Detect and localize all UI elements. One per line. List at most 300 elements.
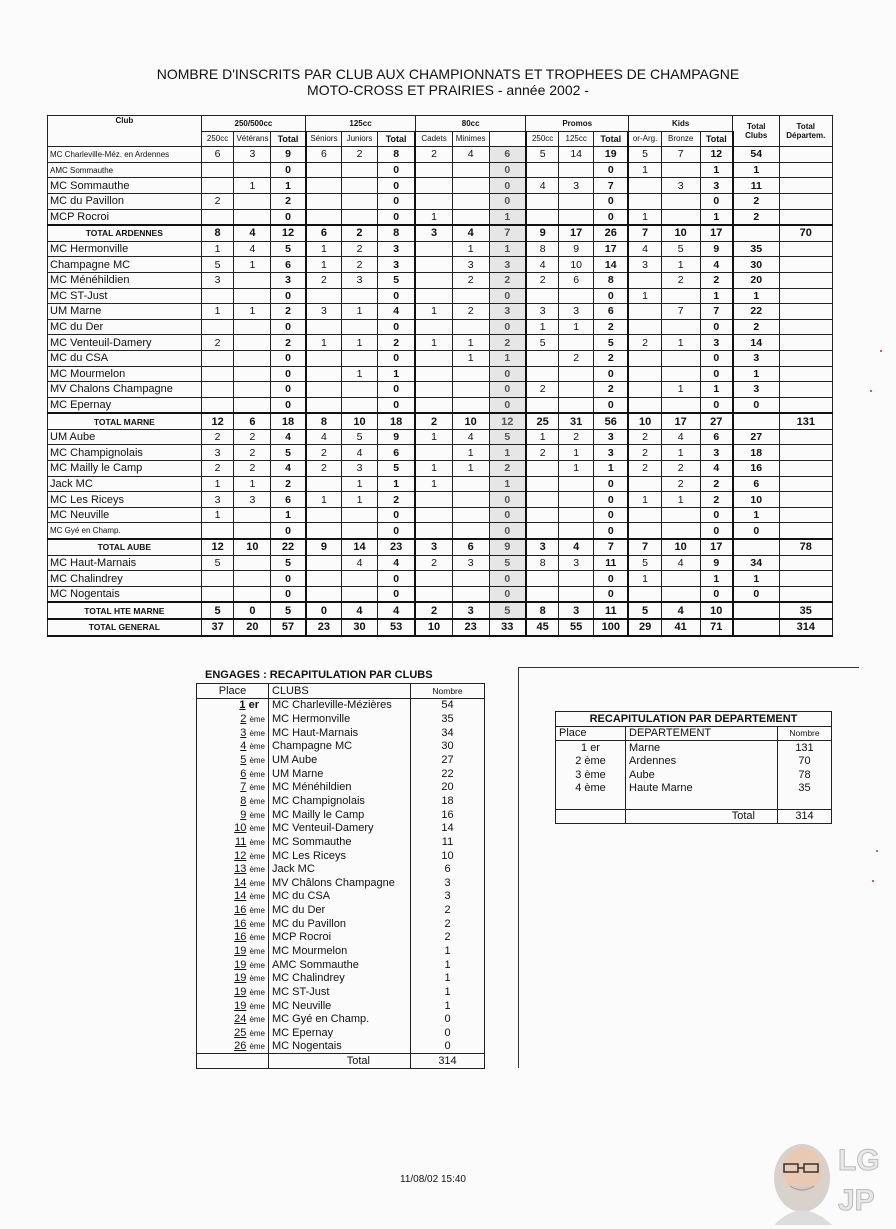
- cell-value: [306, 382, 342, 398]
- cell-value: [201, 366, 234, 382]
- rank-suffix: ème: [249, 933, 265, 943]
- cell-value: 5: [377, 461, 415, 477]
- cell-value: 4: [559, 539, 594, 555]
- cell-value: 10: [415, 619, 452, 636]
- cell-value: 4: [661, 555, 700, 571]
- rank-number: 19: [234, 958, 247, 971]
- club-count: 22: [411, 767, 485, 781]
- header-group-80: 80cc: [415, 116, 526, 132]
- cell-value: [526, 523, 559, 539]
- club-name: MC Epernay: [269, 1026, 411, 1040]
- cell-value: 14: [733, 335, 779, 351]
- club-name: MV Chalons Champagne: [48, 382, 202, 398]
- cell-value: [201, 178, 234, 194]
- cell-value: 17: [559, 225, 594, 241]
- cell-value: 1: [661, 382, 700, 398]
- cell-value: 35: [733, 241, 779, 257]
- club-count: 16: [411, 808, 485, 822]
- cell-value: [559, 523, 594, 539]
- cell-value: 1: [559, 445, 594, 461]
- cell-value: 3: [415, 539, 452, 555]
- cell-value: [452, 366, 489, 382]
- cell-value: [201, 288, 234, 304]
- cell-value: [415, 288, 452, 304]
- cell-value: 12: [201, 539, 234, 555]
- cell-value: 0: [271, 162, 306, 178]
- cell-value: [526, 492, 559, 508]
- cell-value: 0: [700, 507, 733, 523]
- club-name: MC Epernay: [48, 397, 202, 413]
- cell-value: [559, 366, 594, 382]
- recap-club-row: [197, 753, 485, 767]
- cell-value: 6: [489, 147, 526, 163]
- cell-value: [628, 304, 661, 320]
- cell-value: [526, 350, 559, 366]
- cell-value: 5: [377, 272, 415, 288]
- cell-value: 2: [661, 461, 700, 477]
- rank: [197, 876, 269, 890]
- recap-clubs-title: ENGAGES : RECAPITULATION PAR CLUBS: [205, 669, 433, 681]
- cell-value: 0: [377, 586, 415, 602]
- cell-value: 0: [489, 523, 526, 539]
- cell-value: [306, 193, 342, 209]
- cell-value: [779, 241, 832, 257]
- cell-value: 0: [489, 366, 526, 382]
- club-name: MC du CSA: [48, 350, 202, 366]
- cell-value: [779, 476, 832, 492]
- rank: [197, 985, 269, 999]
- cell-value: 25: [526, 413, 559, 429]
- cell-value: 4: [628, 241, 661, 257]
- club-count: 0: [411, 1026, 485, 1040]
- club-name: MC Haut-Marnais: [48, 555, 202, 571]
- cell-value: 0: [271, 350, 306, 366]
- cell-value: 0: [377, 523, 415, 539]
- cell-value: 4: [306, 429, 342, 445]
- cell-value: [415, 523, 452, 539]
- cell-value: 8: [526, 602, 559, 619]
- cell-value: 30: [733, 257, 779, 273]
- cell-value: 5: [489, 429, 526, 445]
- recap-club-row: [197, 808, 485, 822]
- cell-value: [415, 507, 452, 523]
- cell-value: 131: [779, 413, 832, 429]
- cell-value: 3: [526, 304, 559, 320]
- rank: [197, 740, 269, 754]
- cell-value: 1: [700, 571, 733, 587]
- rank-number: 8: [240, 794, 247, 807]
- rank-suffix: ème: [249, 919, 265, 929]
- cell-value: 5: [628, 555, 661, 571]
- cell-value: 1: [700, 382, 733, 398]
- cell-value: 8: [594, 272, 629, 288]
- cell-value: 0: [489, 507, 526, 523]
- cell-value: [779, 304, 832, 320]
- cell-value: 1: [489, 241, 526, 257]
- rank-number: 12: [234, 849, 247, 862]
- club-name: Jack MC: [269, 862, 411, 876]
- club-name: MC Mourmelon: [48, 366, 202, 382]
- club-name: MC Sommauthe: [48, 178, 202, 194]
- cell-value: 26: [594, 225, 629, 241]
- header-total-depart: Total Départem.: [779, 116, 832, 147]
- cell-value: [452, 319, 489, 335]
- recap-club-row: [197, 821, 485, 835]
- cell-value: 37: [201, 619, 234, 636]
- rank-suffix: ème: [249, 851, 265, 861]
- club-row: [48, 523, 833, 539]
- club-name: MC Ménéhildien: [48, 272, 202, 288]
- cell-value: [342, 523, 378, 539]
- recap-club-row: [197, 1026, 485, 1040]
- rank-suffix: ème: [249, 1015, 265, 1025]
- cell-value: 1: [628, 492, 661, 508]
- cell-value: 0: [594, 476, 629, 492]
- cell-value: 1: [489, 350, 526, 366]
- club-name: MC Mourmelon: [269, 944, 411, 958]
- cell-value: 71: [700, 619, 733, 636]
- cell-value: 3: [489, 304, 526, 320]
- cell-value: [628, 193, 661, 209]
- cell-value: [234, 586, 271, 602]
- cell-value: [306, 350, 342, 366]
- club-row: [48, 492, 833, 508]
- cell-value: 7: [628, 225, 661, 241]
- rank-number: 4: [240, 740, 247, 753]
- cell-value: 2: [526, 272, 559, 288]
- cell-value: 3: [201, 492, 234, 508]
- cell-value: 5: [489, 602, 526, 619]
- cell-value: 22: [733, 304, 779, 320]
- cell-value: 0: [271, 397, 306, 413]
- cell-value: 4: [271, 429, 306, 445]
- cell-value: 5: [271, 602, 306, 619]
- cell-value: [201, 209, 234, 225]
- cell-value: 1: [733, 507, 779, 523]
- cell-value: 5: [271, 445, 306, 461]
- cell-value: [415, 571, 452, 587]
- cell-value: 0: [377, 507, 415, 523]
- club-row: [48, 476, 833, 492]
- cell-value: [234, 523, 271, 539]
- cell-value: 3: [594, 429, 629, 445]
- cell-value: 20: [733, 272, 779, 288]
- cell-value: 4: [342, 555, 378, 571]
- cell-value: 5: [271, 241, 306, 257]
- cell-value: 5: [594, 335, 629, 351]
- cell-value: [234, 162, 271, 178]
- rank-number: 5: [240, 754, 247, 767]
- cell-value: [779, 178, 832, 194]
- cell-value: [415, 178, 452, 194]
- cell-value: 0: [700, 366, 733, 382]
- cell-value: [559, 209, 594, 225]
- cell-value: [661, 523, 700, 539]
- cell-value: 27: [733, 429, 779, 445]
- cell-value: 23: [377, 539, 415, 555]
- recap-club-row: [197, 971, 485, 985]
- cell-value: 1: [489, 476, 526, 492]
- cell-value: 17: [594, 241, 629, 257]
- cell-value: [234, 288, 271, 304]
- cell-value: 3: [271, 272, 306, 288]
- rank-suffix: ème: [249, 1042, 265, 1052]
- cell-value: 1: [559, 461, 594, 477]
- cell-value: 7: [661, 147, 700, 163]
- cell-value: 2: [628, 335, 661, 351]
- cell-value: [342, 382, 378, 398]
- dept-place: 2 ème: [556, 755, 626, 769]
- cell-value: 16: [733, 461, 779, 477]
- cell-value: 2: [201, 193, 234, 209]
- cell-value: 0: [306, 602, 342, 619]
- cell-value: 3: [594, 445, 629, 461]
- recap-club-row: [197, 890, 485, 904]
- cell-value: 3: [201, 445, 234, 461]
- rank-number: 19: [234, 985, 247, 998]
- cell-value: [628, 476, 661, 492]
- club-count: 0: [411, 1040, 485, 1054]
- club-row: [48, 397, 833, 413]
- cell-value: 2: [559, 350, 594, 366]
- cell-value: [628, 397, 661, 413]
- cell-value: 0: [489, 288, 526, 304]
- header-sub-7: Minimes: [452, 131, 489, 147]
- department-total-row: [48, 602, 833, 619]
- dept-count: 70: [778, 755, 832, 769]
- cell-value: 4: [342, 602, 378, 619]
- recap-club-row: [197, 999, 485, 1013]
- rank-number: 10: [234, 822, 247, 835]
- cell-value: [526, 571, 559, 587]
- club-row: [48, 586, 833, 602]
- rank-number: 6: [240, 767, 247, 780]
- cell-value: 11: [733, 178, 779, 194]
- cell-value: [628, 272, 661, 288]
- cell-value: [779, 257, 832, 273]
- club-name: TOTAL AUBE: [48, 539, 202, 555]
- cell-value: 2: [628, 429, 661, 445]
- cell-value: 2: [661, 272, 700, 288]
- recap-club-row: [197, 712, 485, 726]
- cell-value: 10: [342, 413, 378, 429]
- header-sub-0: 250cc: [201, 131, 234, 147]
- cell-value: 0: [700, 319, 733, 335]
- cell-value: [415, 162, 452, 178]
- cell-value: 2: [415, 602, 452, 619]
- cell-value: 2: [415, 413, 452, 429]
- rank: [197, 726, 269, 740]
- cell-value: [526, 476, 559, 492]
- cell-value: 8: [526, 241, 559, 257]
- cell-value: 0: [377, 350, 415, 366]
- cell-value: [779, 147, 832, 163]
- recap-dept-total-label: Total: [626, 809, 778, 824]
- cell-value: 0: [700, 397, 733, 413]
- club-count: 3: [411, 890, 485, 904]
- cell-value: [452, 162, 489, 178]
- cell-value: 2: [700, 492, 733, 508]
- cell-value: 7: [628, 539, 661, 555]
- club-name: MC Nogentais: [269, 1040, 411, 1054]
- club-count: 18: [411, 794, 485, 808]
- cell-value: [342, 178, 378, 194]
- club-name: MC Venteuil-Damery: [48, 335, 202, 351]
- cell-value: [415, 445, 452, 461]
- cell-value: 9: [559, 241, 594, 257]
- recap-club-row: [197, 767, 485, 781]
- recap-club-row: [197, 794, 485, 808]
- rank-suffix: ème: [249, 892, 265, 902]
- cell-value: 2: [342, 257, 378, 273]
- cell-value: 1: [271, 178, 306, 194]
- cell-value: [415, 319, 452, 335]
- cell-value: 0: [594, 366, 629, 382]
- cell-value: 1: [306, 492, 342, 508]
- cell-value: [201, 319, 234, 335]
- cell-value: 0: [489, 162, 526, 178]
- cell-value: [661, 350, 700, 366]
- cell-value: [201, 162, 234, 178]
- cell-value: [342, 288, 378, 304]
- cell-value: 2: [377, 335, 415, 351]
- recap-club-row: [197, 1040, 485, 1054]
- recap-club-row: [197, 985, 485, 999]
- cell-value: [779, 272, 832, 288]
- club-name: TOTAL GENERAL: [48, 619, 202, 636]
- cell-value: 0: [594, 507, 629, 523]
- club-row: [48, 178, 833, 194]
- header-sub-2: Total: [271, 131, 306, 147]
- cell-value: 3: [733, 350, 779, 366]
- speck: [872, 880, 874, 882]
- cell-value: [415, 382, 452, 398]
- club-count: 27: [411, 753, 485, 767]
- cell-value: 0: [271, 382, 306, 398]
- cell-value: [201, 397, 234, 413]
- cell-value: [306, 586, 342, 602]
- club-name: MC du Pavillon: [48, 193, 202, 209]
- rank-suffix: ème: [249, 796, 265, 806]
- club-name: MC Chalindrey: [48, 571, 202, 587]
- club-row: [48, 461, 833, 477]
- recap-col-nombre: Nombre: [411, 684, 485, 699]
- cell-value: 0: [594, 397, 629, 413]
- club-count: 1: [411, 971, 485, 985]
- cell-value: [526, 586, 559, 602]
- cell-value: 2: [526, 445, 559, 461]
- recap-dept-row: [556, 755, 832, 769]
- cell-value: 12: [201, 413, 234, 429]
- cell-value: [452, 507, 489, 523]
- cell-value: 1: [306, 335, 342, 351]
- cell-value: 19: [594, 147, 629, 163]
- cell-value: 2: [452, 272, 489, 288]
- club-row: [48, 257, 833, 273]
- cell-value: 9: [306, 539, 342, 555]
- cell-value: [559, 382, 594, 398]
- cell-value: 57: [271, 619, 306, 636]
- rank: [197, 753, 269, 767]
- club-count: 14: [411, 821, 485, 835]
- cell-value: 2: [700, 272, 733, 288]
- recap-clubs-header-row: [197, 684, 485, 699]
- cell-value: [779, 366, 832, 382]
- rank: [197, 1026, 269, 1040]
- cell-value: 3: [700, 178, 733, 194]
- cell-value: 2: [342, 225, 378, 241]
- cell-value: [452, 571, 489, 587]
- cell-value: [452, 586, 489, 602]
- author-logo-image: [760, 1130, 896, 1225]
- club-name: TOTAL MARNE: [48, 413, 202, 429]
- cell-value: 1: [526, 319, 559, 335]
- rank-number: 9: [240, 808, 247, 821]
- cell-value: [452, 193, 489, 209]
- header-club: Club: [48, 116, 202, 147]
- cell-value: [779, 492, 832, 508]
- cell-value: [306, 507, 342, 523]
- cell-value: 8: [526, 555, 559, 571]
- recap-club-row: [197, 740, 485, 754]
- cell-value: 2: [594, 382, 629, 398]
- cell-value: [452, 492, 489, 508]
- cell-value: [559, 507, 594, 523]
- cell-value: 0: [489, 571, 526, 587]
- rank: [197, 931, 269, 945]
- cell-value: [559, 476, 594, 492]
- cell-value: [415, 193, 452, 209]
- cell-value: 0: [271, 523, 306, 539]
- club-name: MC du Der: [48, 319, 202, 335]
- recap-club-row: [197, 780, 485, 794]
- club-name: MC ST-Just: [48, 288, 202, 304]
- cell-value: [526, 397, 559, 413]
- cell-value: 1: [415, 476, 452, 492]
- cell-value: 55: [559, 619, 594, 636]
- cell-value: [779, 571, 832, 587]
- cell-value: [234, 272, 271, 288]
- cell-value: [779, 555, 832, 571]
- cell-value: 4: [377, 602, 415, 619]
- rank-suffix: ème: [249, 974, 265, 984]
- cell-value: 1: [342, 492, 378, 508]
- club-name: MC du Der: [269, 903, 411, 917]
- cell-value: 45: [526, 619, 559, 636]
- cell-value: 1: [733, 366, 779, 382]
- club-row: [48, 382, 833, 398]
- cell-value: 0: [271, 586, 306, 602]
- cell-value: 1: [201, 507, 234, 523]
- cell-value: 1: [700, 288, 733, 304]
- header-sub-9: 250cc: [526, 131, 559, 147]
- cell-value: 1: [628, 162, 661, 178]
- cell-value: 41: [661, 619, 700, 636]
- recap-dept-row: [556, 782, 832, 796]
- header-group-250: 250/500cc: [201, 116, 306, 132]
- club-row: [48, 147, 833, 163]
- club-name: MC Charleville-Méz. en Ardennes: [48, 147, 202, 163]
- document-title: NOMBRE D'INSCRITS PAR CLUB AUX CHAMPIONNATS ET TROPHEES DE CHAMPAGNE: [156, 66, 740, 82]
- cell-value: [306, 397, 342, 413]
- recap-club-row: [197, 835, 485, 849]
- cell-value: [779, 397, 832, 413]
- club-row: [48, 350, 833, 366]
- cell-value: 5: [201, 257, 234, 273]
- cell-value: 2: [342, 241, 378, 257]
- recap-clubs-table: [196, 683, 485, 1069]
- cell-value: [342, 586, 378, 602]
